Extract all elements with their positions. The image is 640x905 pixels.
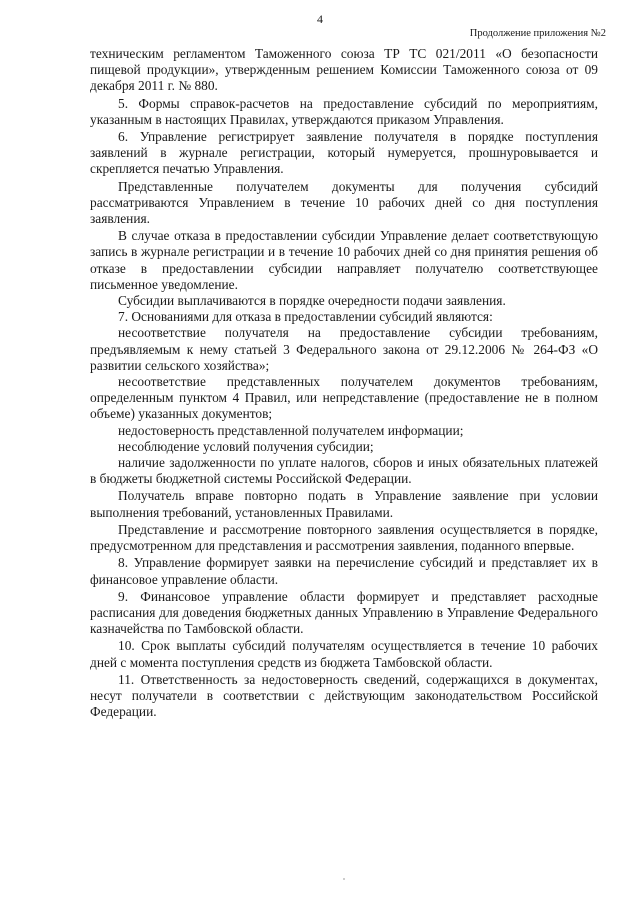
paragraph-12: наличие задолженности по уплате налогов, сборов и иных обязательных платежей в бюджеты бюджетной системы Российской Федерации.: [90, 455, 598, 487]
paragraph-8: несоответствие получателя на предоставление субсидии требованиям, предъявляемым к нему статьей 3 Федерального закона от 29.12.2006 № 264-ФЗ «О развитии сельского хозяйства»;: [90, 325, 598, 373]
paragraph-3: 6. Управление регистрирует заявление получателя в порядке поступления заявлений в журнале регистрации, который нумеруется, прошнуровывается и скрепляется печатью Управления.: [90, 129, 598, 177]
paragraph-9: несоответствие представленных получателем документов требованиям, определенным пунктом 4 Правил, или непредставление (предоставление не в полном объеме) указанных документов;: [90, 374, 598, 422]
scan-speck: [343, 878, 345, 880]
document-body: [90, 46, 598, 720]
paragraph-13: Получатель вправе повторно подать в Управление заявление при условии выполнения требований, установленных Правилами.: [90, 488, 598, 520]
paragraph-18: 11. Ответственность за недостоверность сведений, содержащихся в документах, несут получатели в соответствии с действующим законодательством Российской Федерации.: [90, 671, 598, 720]
paragraph-6: Субсидии выплачиваются в порядке очередности подачи заявления.: [118, 293, 506, 309]
paragraph-11: несоблюдение условий получения субсидии;: [118, 438, 374, 454]
paragraph-7: 7. Основаниями для отказа в предоставлении субсидий являются:: [118, 309, 493, 325]
paragraph-15: 8. Управление формирует заявки на перечисление субсидий и представляет их в финансовое управление области.: [90, 555, 598, 587]
page-number: 4: [317, 12, 323, 26]
paragraph-10: недостоверность представленной получателем информации;: [118, 422, 464, 438]
paragraph-14: Представление и рассмотрение повторного заявления осуществляется в порядке, предусмотренном для представления и рассмотрения заявления, поданного впервые.: [90, 521, 598, 554]
paragraph-5: В случае отказа в предоставлении субсидии Управление делает соответствующую запись в журнале регистрации и в течение 10 рабочих дней со дня принятия решения об отказе в предоставлении субсидии направляет получателю соответствующее письменное уведомление.: [90, 228, 598, 292]
paragraph-4: Представленные получателем документы для получения субсидий рассматриваются Управлением в течение 10 рабочих дней со дня поступления заявления.: [90, 178, 598, 227]
appendix-continuation-label: Продолжение приложения №2: [469, 28, 606, 39]
paragraph-16: 9. Финансовое управление области формирует и представляет расходные расписания для доведения бюджетных данных Управлению в Управление Федерального казначейства по Тамбовской области.: [90, 588, 598, 637]
paragraph-1: техническим регламентом Таможенного союза ТР ТС 021/2011 «О безопасности пищевой продукции», утвержденным решением Комиссии Таможенного союза от 09 декабря 2011 г. № 880.: [90, 46, 598, 94]
paragraph-2: 5. Формы справок-расчетов на предоставление субсидий по мероприятиям, указанным в настоящих Правилах, утверждаются приказом Управления.: [90, 95, 598, 127]
paragraph-17: 10. Срок выплаты субсидий получателям осуществляется в течение 10 рабочих дней с момента поступления средств из бюджета Тамбовской области.: [90, 638, 598, 670]
